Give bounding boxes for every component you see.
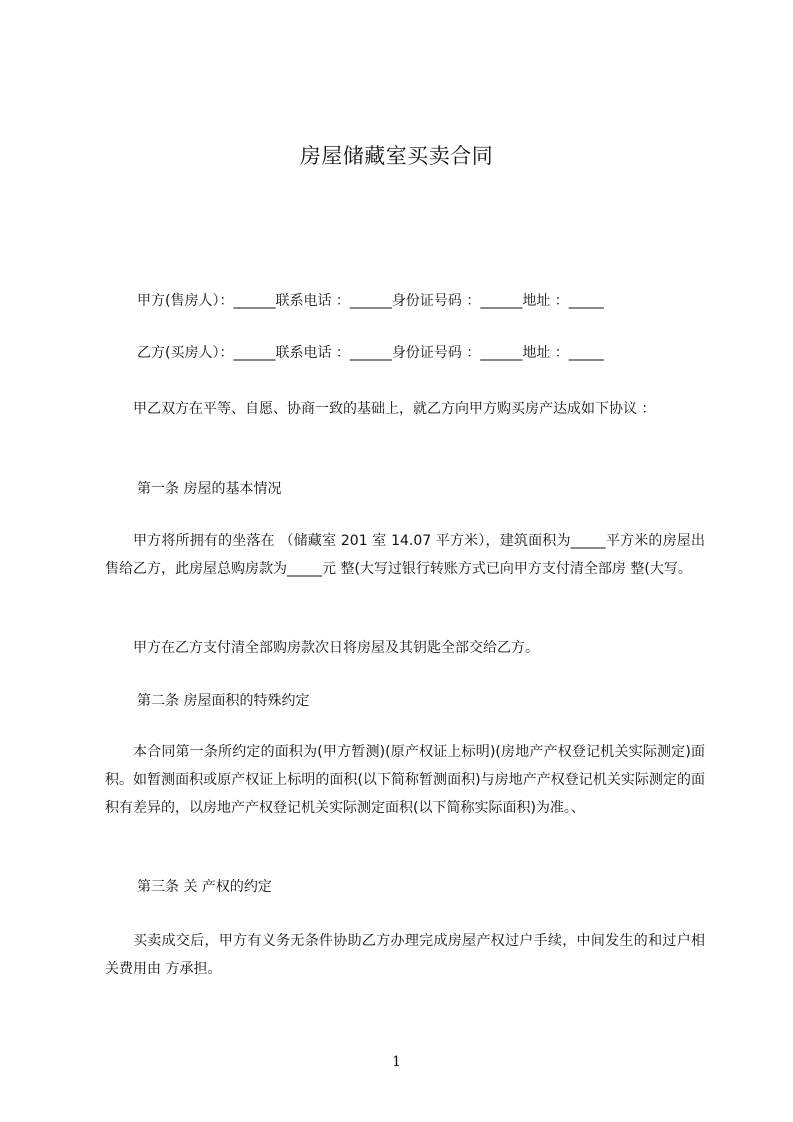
article-3-heading: 第三条 关 产权的约定 — [137, 879, 272, 895]
article-2-heading: 第二条 房屋面积的特殊约定 — [137, 693, 310, 709]
article-1-paragraph-1: 甲方将所拥有的坐落在 （储藏室 201 室 14.07 平方米），建筑面积为_____平方米的房屋出售给乙方，此房屋总购房款为_____元 整(大写过银行转账方式已向甲方支付清全部房 整(大写。 — [105, 533, 705, 577]
party-b-line: 乙方(买房人）：______联系电话 ：______身份证号码 ：______地址 ：_____ — [137, 345, 604, 361]
article-3-paragraph: 买卖成交后，甲方有义务无条件协助乙方办理完成房屋产权过户手续，中间发生的和过户相关费用由 方承担。 — [105, 933, 705, 977]
article-1-paragraph-2: 甲方在乙方支付清全部购房款次日将房屋及其钥匙全部交给乙方。 — [133, 640, 539, 656]
article-1-heading: 第一条 房屋的基本情况 — [137, 481, 282, 497]
document-title: 房屋储藏室买卖合同 — [299, 144, 494, 168]
party-a-line: 甲方(售房人）：______联系电话 ：______身份证号码 ：______地址 ：_____ — [137, 293, 604, 309]
article-2-paragraph: 本合同第一条所约定的面积为(甲方暂测)(原产权证上标明)(房地产产权登记机关实际测定)面积。如暂测面积或原产权证上标明的面积(以下简称暂测面积)与房地产产权登记机关实际测定的面积有差异的，以房地产产权登记机关实际测定面积(以下简称实际面积)为准。、 — [105, 744, 705, 816]
page-number: 1 — [392, 1054, 401, 1070]
intro-paragraph: 甲乙双方在平等、自愿、协商一致的基础上，就乙方向甲方购买房产达成如下协议 ： — [133, 401, 656, 417]
